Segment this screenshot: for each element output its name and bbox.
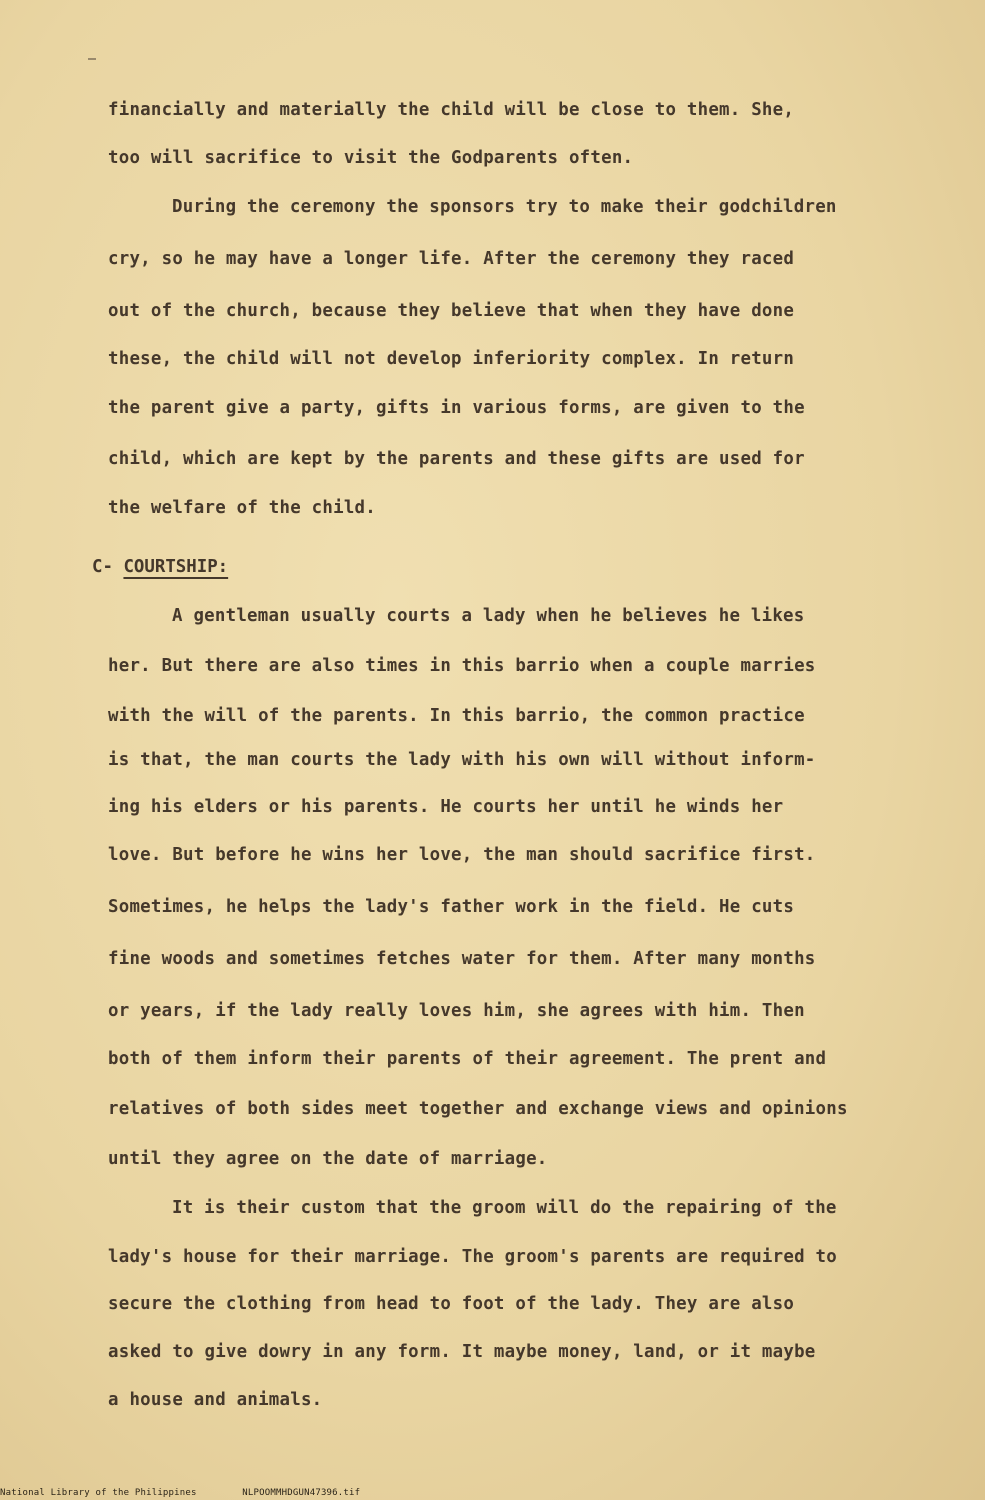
section-heading-label: COURTSHIP: [123, 557, 229, 577]
text-line: It is their custom that the groom will do the repairing of the [172, 1198, 837, 1218]
text-line: both of them inform their parents of their agreement. The prent and [108, 1049, 827, 1069]
text-line: A gentleman usually courts a lady when he believes he likes [172, 606, 805, 626]
text-line: with the will of the parents. In this barrio, the common practice [108, 706, 805, 726]
text-line: out of the church, because they believe that when they have done [108, 301, 795, 321]
text-line: these, the child will not develop inferiority complex. In return [108, 349, 795, 369]
footer-source: National Library of the Philippines [0, 1488, 197, 1498]
text-line: a house and animals. [108, 1390, 323, 1410]
text-line: Sometimes, he helps the lady's father work in the field. He cuts [108, 897, 795, 917]
text-line: the welfare of the child. [108, 498, 377, 518]
text-line: During the ceremony the sponsors try to make their godchildren [172, 197, 837, 217]
text-line: relatives of both sides meet together and exchange views and opinions [108, 1099, 848, 1119]
text-line: love. But before he wins her love, the man should sacrifice first. [108, 845, 816, 865]
text-line: ing his elders or his parents. He courts her until he winds her [108, 797, 784, 817]
text-line: too will sacrifice to visit the Godparents often. [108, 148, 634, 168]
text-line: the parent give a party, gifts in various forms, are given to the [108, 398, 805, 418]
scan-mark [88, 58, 96, 60]
text-line: child, which are kept by the parents and these gifts are used for [108, 449, 805, 469]
text-line: secure the clothing from head to foot of the lady. They are also [108, 1294, 795, 1314]
text-line: until they agree on the date of marriage. [108, 1149, 548, 1169]
text-line: or years, if the lady really loves him, she agrees with him. Then [108, 1001, 805, 1021]
text-line: is that, the man courts the lady with his own will without inform- [108, 750, 816, 770]
text-line: her. But there are also times in this barrio when a couple marries [108, 656, 816, 676]
scan-footer [0, 1488, 400, 1498]
text-line: asked to give dowry in any form. It maybe money, land, or it maybe [108, 1342, 816, 1362]
text-line: cry, so he may have a longer life. After the ceremony they raced [108, 249, 795, 269]
footer-filename: NLPOOMMHDGUN47396.tif [242, 1488, 361, 1498]
text-line: financially and materially the child will be close to them. She, [108, 100, 795, 120]
section-marker: C- [92, 557, 113, 577]
text-line: lady's house for their marriage. The groom's parents are required to [108, 1247, 837, 1267]
section-heading [92, 557, 228, 577]
text-line: fine woods and sometimes fetches water for them. After many months [108, 949, 816, 969]
